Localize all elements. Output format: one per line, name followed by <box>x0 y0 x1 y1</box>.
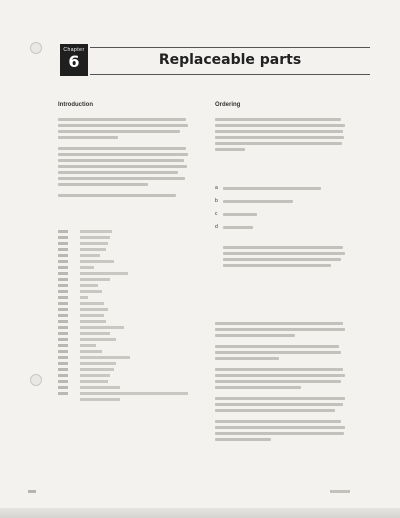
binder-hole <box>30 374 42 386</box>
ordering-items <box>215 184 345 236</box>
list-item: a <box>215 184 345 192</box>
footer-text <box>330 490 350 493</box>
ordering-conditions <box>215 322 345 444</box>
title-rule <box>90 47 370 48</box>
list-item: d <box>215 223 345 231</box>
title-rule <box>90 74 370 75</box>
section-heading-ordering: Ordering <box>215 102 241 108</box>
page-edge <box>0 508 400 518</box>
section-heading-introduction: Introduction <box>58 102 93 108</box>
list-item: b <box>215 197 345 205</box>
binder-hole <box>30 42 42 54</box>
introduction-text <box>58 118 188 200</box>
page-number <box>28 490 36 493</box>
ordering-text <box>215 118 345 154</box>
abbreviation-list <box>58 228 188 402</box>
ordering-note <box>223 246 345 270</box>
list-item: c <box>215 210 345 218</box>
chapter-label: Chapter <box>63 47 85 53</box>
chapter-badge <box>60 44 88 76</box>
chapter-number: 6 <box>68 52 80 71</box>
page-title: Replaceable parts <box>158 52 302 68</box>
